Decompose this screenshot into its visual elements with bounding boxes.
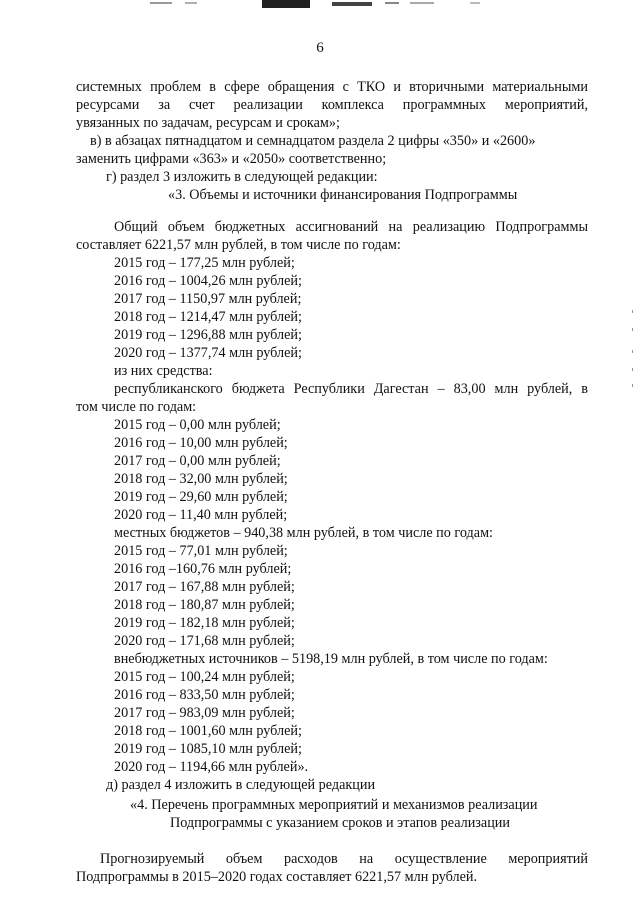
year-amount-line: 2016 год – 1004,26 млн рублей; [114,273,302,289]
year-amount-line: 2015 год – 0,00 млн рублей; [114,417,281,433]
year-amount-line: 2019 год – 182,18 млн рублей; [114,615,295,631]
page-number: 6 [316,40,324,56]
paragraph-line: заменить цифрами «363» и «2050» соответственно; [76,151,387,167]
paragraph-line: республиканского бюджета Республики Дагестан – 83,00 млн рублей, в [114,381,588,397]
paragraph-line: Общий объем бюджетных ассигнований на реализацию Подпрограммы [114,219,588,235]
scan-artifact-marks [0,0,640,14]
year-amount-line: 2017 год – 1150,97 млн рублей; [114,291,302,307]
year-amount-line: 2019 год – 29,60 млн рублей; [114,489,288,505]
year-amount-line: 2016 год – 833,50 млн рублей; [114,687,295,703]
year-amount-line: 2017 год – 983,09 млн рублей; [114,705,295,721]
year-amount-line: 2017 год – 0,00 млн рублей; [114,453,281,469]
paragraph-line: том числе по годам: [76,399,197,415]
paragraph-line: местных бюджетов – 940,38 млн рублей, в том числе по годам: [114,525,493,541]
paragraph-line: г) раздел 3 изложить в следующей редакции: [106,169,378,185]
paragraph-line: внебюджетных источников – 5198,19 млн рублей, в том числе по годам: [114,651,548,667]
year-amount-line: 2015 год – 100,24 млн рублей; [114,669,295,685]
year-amount-line: 2018 год – 180,87 млн рублей; [114,597,295,613]
year-amount-line: 2016 год – 10,00 млн рублей; [114,435,288,451]
section-heading-3: «3. Объемы и источники финансирования Подпрограммы [168,187,518,203]
paragraph-line: составляет 6221,57 млн рублей, в том числе по годам: [76,237,401,253]
paragraph-line: в) в абзацах пятнадцатом и семнадцатом раздела 2 цифры «350» и «2600» [90,133,536,149]
paragraph-line: системных проблем в сфере обращения с ТКО и вторичными материальными [76,79,588,95]
year-amount-line: 2015 год – 77,01 млн рублей; [114,543,288,559]
year-amount-line: 2020 год – 171,68 млн рублей; [114,633,295,649]
year-amount-line: 2015 год – 177,25 млн рублей; [114,255,295,271]
year-amount-line: 2019 год – 1085,10 млн рублей; [114,741,302,757]
year-amount-line: 2018 год – 32,00 млн рублей; [114,471,288,487]
section-heading-4: «4. Перечень программных мероприятий и механизмов реализации [130,797,538,813]
paragraph-line: из них средства: [114,363,213,379]
paragraph-line: ресурсами за счет реализации комплекса программных мероприятий, [76,97,588,113]
paragraph-line: увязанных по задачам, ресурсам и срокам»; [76,115,340,131]
year-amount-line: 2020 год – 1377,74 млн рублей; [114,345,302,361]
section-heading-4-cont: Подпрограммы с указанием сроков и этапов реализации [170,815,510,831]
paragraph-line: Прогнозируемый объем расходов на осуществление мероприятий [100,851,588,867]
year-amount-line: 2017 год – 167,88 млн рублей; [114,579,295,595]
year-amount-line: 2020 год – 1194,66 млн рублей». [114,759,309,775]
year-amount-line: 2018 год – 1214,47 млн рублей; [114,309,302,325]
paragraph-line: д) раздел 4 изложить в следующей редакции [106,777,376,793]
paragraph-line: Подпрограммы в 2015–2020 годах составляет 6221,57 млн рублей. [76,869,478,885]
year-amount-line: 2018 год – 1001,60 млн рублей; [114,723,302,739]
year-amount-line: 2020 год – 11,40 млн рублей; [114,507,288,523]
year-amount-line: 2019 год – 1296,88 млн рублей; [114,327,302,343]
scan-edge-specks [631,310,634,390]
year-amount-line: 2016 год –160,76 млн рублей; [114,561,292,577]
